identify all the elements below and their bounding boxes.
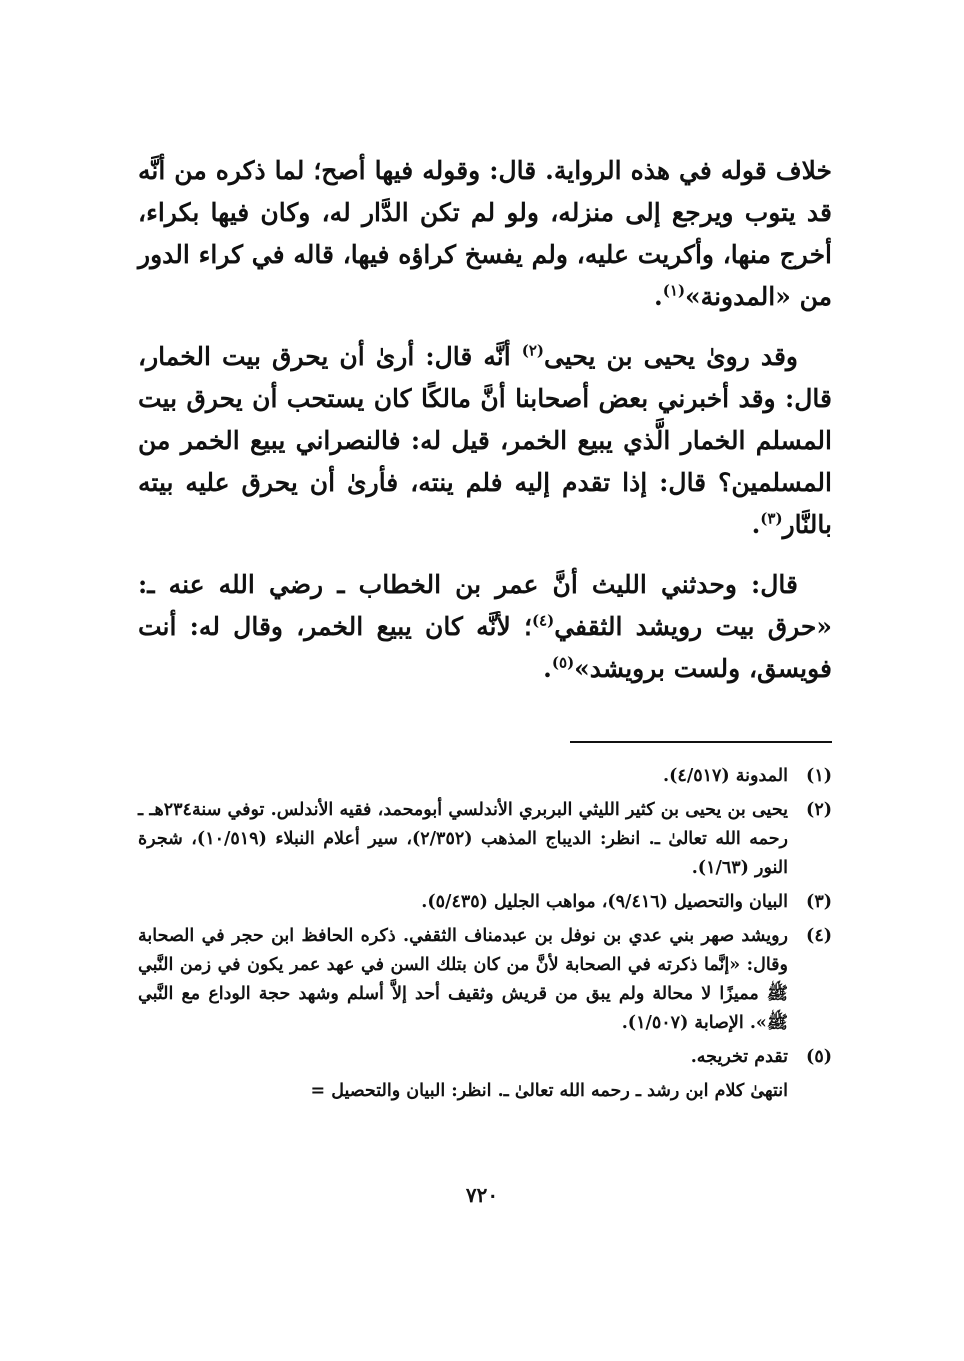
footnote-2: [138, 796, 832, 883]
footnote-continuation: انتهىٰ كلام ابن رشد ـ رحمه الله تعالىٰ ـ. انظر: البيان والتحصيل =: [310, 1081, 788, 1101]
footnote-ref-1: (١): [662, 281, 686, 300]
footnote-divider: [570, 741, 832, 743]
footnote-number: (٤): [806, 926, 832, 946]
footnotes: [138, 762, 832, 1106]
footnote-ref-5: (٥): [551, 653, 575, 672]
footnote-ref-4: (٤): [531, 611, 555, 630]
footnote-3: [138, 888, 832, 917]
paragraph-2-end: .: [751, 510, 761, 539]
paragraph-3-text-b: ؛ لأنَّه كان يبيع الخمر، وقال له: أنت فويسق، ولست برويشد»: [138, 612, 832, 683]
paragraph-2-text-a: وقد روىٰ يحيى بن يحيى: [544, 342, 798, 371]
main-text: [138, 150, 832, 708]
footnote-5: [138, 1043, 832, 1072]
footnote-4: [138, 922, 832, 1038]
paragraph-3: [138, 564, 832, 690]
paragraph-2-text-b: أنَّه قال: أرىٰ أن يحرق بيت الخمار، قال: وقد أخبرني بعض أصحابنا أنَّ مالكًا كان يستحب أن يحرق بيت المسلم الخمار الَّذي يبيع الخمر، قيل له: فالنصراني يبيع الخمر من المسلمين؟ قال: إذا تقدم إليه فلم ينته، فأرىٰ أن يحرق عليه بيته بالنَّار: [138, 342, 832, 539]
footnote-text: رويشد صهر بني عدي بن نوفل بن عبدمناف الثقفي. ذكره الحافظ ابن حجر في الصحابة وقال: «إنَّما ذكرته في الصحابة لأنَّ من كان بتلك السن في عهد عمر يكون في زمن النَّبي ﷺ مميزًا لا محالة ولم يبق من قريش وثقيف أحد إلاَّ أسلم وشهد حجة الوداع مع النَّبي ﷺ». الإصابة (١/٥٠٧).: [138, 926, 788, 1033]
footnote-ref-3: (٣): [760, 509, 783, 528]
paragraph-3-end: .: [543, 654, 552, 683]
paragraph-3-text-a: قال: وحدثني الليث أنَّ عمر بن الخطاب ـ رضي الله عنه ـ: «حرق بيت رويشد الثقفي: [138, 570, 832, 641]
footnote-text: البيان والتحصيل (٩/٤١٦)، مواهب الجليل (٥/٤٣٥).: [421, 892, 788, 912]
paragraph-2: [138, 336, 832, 546]
footnote-1: [138, 762, 832, 791]
footnote-number: (١): [806, 766, 832, 786]
footnote-ref-2: (٢): [521, 341, 545, 360]
footnote-text: تقدم تخريجه.: [690, 1047, 788, 1067]
footnote-number: (٣): [806, 892, 832, 912]
footnote-text: المدونة (٤/٥١٧).: [663, 766, 788, 786]
page-number: ٧٢٠: [465, 1183, 499, 1207]
paragraph-1: [138, 150, 832, 318]
paragraph-1-end: .: [654, 282, 663, 311]
paragraph-1-text: خلاف قوله في هذه الرواية. قال: وقوله فيها أصح؛ لما ذكره من أنَّه قد يتوب ويرجع إلى منزله، ولو لم تكن الدَّار له، وكان فيها بكراء، أخرج منها، وأكريت عليه، ولم يفسخ كراؤه فيها، قاله في كراء الدور من «المدونة»: [138, 156, 832, 311]
footnote-number: (٥): [806, 1047, 832, 1067]
footnote-text: يحيى بن يحيى بن كثير الليثي البربري الأندلسي أبومحمد، فقيه الأندلس. توفي سنة٢٣٤هـ ـ رحمه الله تعالىٰ ـ. انظر: الديباج المذهب (٢/٣٥٢)، سير أعلام النبلاء (١٠/٥١٩)، شجرة النور (١/٦٣).: [138, 800, 789, 878]
footnote-number: (٢): [806, 800, 832, 820]
